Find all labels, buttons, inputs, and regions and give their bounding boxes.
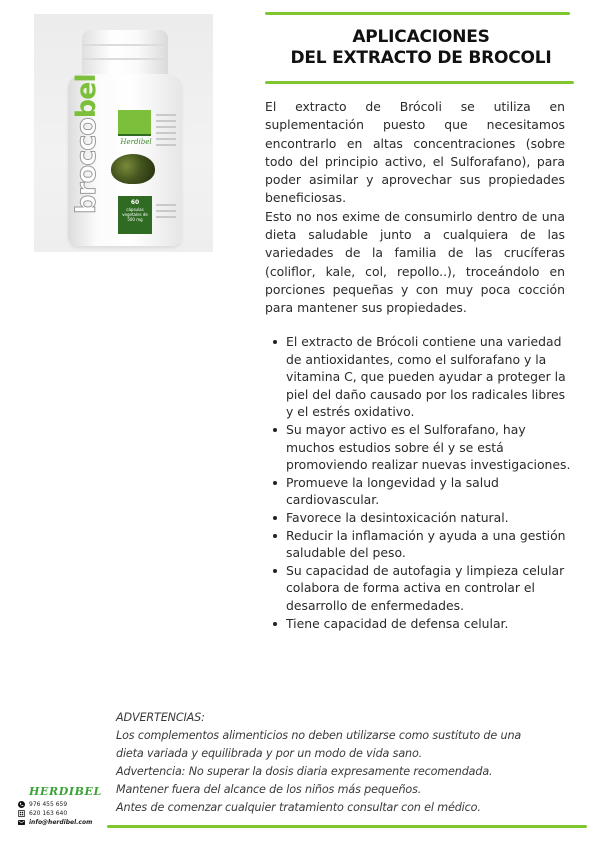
bottom-divider xyxy=(107,825,587,828)
footer-brand: HERDIBEL xyxy=(29,785,102,798)
product-photo xyxy=(34,14,213,252)
warnings-section xyxy=(116,709,596,817)
benefit-item: Favorece la desintoxicación natural. xyxy=(286,509,576,527)
phone-icon xyxy=(18,801,25,808)
warning-line: Advertencia: No superar la dosis diaria expresamente recomendada. xyxy=(116,765,493,778)
benefit-item: Reducir la inflamación y ayuda a una gestión saludable del peso. xyxy=(286,527,576,562)
intro-paragraph-2: Esto no nos exime de consumirlo dentro de una dieta saludable junto a cualquiera de las variedades de la familia de las crucíferas (coliflor, kale, col, repollo..), troceándolo en porciones pequeñas y con muy poca cocción para mantener sus propiedades. xyxy=(265,208,565,316)
warning-line: Mantener fuera del alcance de los niños más pequeños. xyxy=(116,783,422,796)
title-divider xyxy=(265,81,574,84)
label-logo: Herdibel xyxy=(120,138,152,146)
warning-line: dieta variada y equilibrada y por un modo de vida sano. xyxy=(116,747,423,760)
intro-text xyxy=(265,98,565,318)
contact-phone: 976 455 659 xyxy=(18,801,67,808)
intro-paragraph-1: El extracto de Brócoli se utiliza en suplementación puesto que necesitamos encontrarlo en altas concentraciones (sobre todo del principio activo, el Sulforafano), para poder asimilar y aprovechar sus propiedades beneficiosas. xyxy=(265,99,565,206)
warnings-heading: ADVERTENCIAS: xyxy=(116,711,205,724)
mobile-icon xyxy=(18,810,25,817)
supplement-bottle xyxy=(68,74,182,246)
warning-line: Antes de comenzar cualquier tratamiento consultar con el médico. xyxy=(116,801,481,814)
bottle-cap xyxy=(82,30,168,78)
top-divider xyxy=(265,12,570,15)
contact-mobile: 620 163 640 xyxy=(18,810,67,817)
broccoli-image xyxy=(111,154,155,184)
benefit-item: El extracto de Brócoli contiene una variedad de antioxidantes, como el sulforafano y la vitamina C, que pueden ayudar a proteger la piel del daño causado por los radicales libres y el estrés oxidativo. xyxy=(286,333,576,421)
page-title: APLICACIONES DEL EXTRACTO DE BROCOLI xyxy=(290,27,552,68)
capsule-info-box: 60 cápsulas vegetales de 500 mg xyxy=(118,196,152,234)
benefit-item: Promueve la longevidad y la salud cardiovascular. xyxy=(286,474,576,509)
benefits-list xyxy=(286,333,576,632)
benefit-item: Su capacidad de autofagia y limpieza celular colabora de forma activa en controlar el desarrollo de enfermedades. xyxy=(286,562,576,615)
contact-email: info@herdibel.com xyxy=(18,819,92,826)
benefit-item: Su mayor activo es el Sulforafano, hay muchos estudios sobre él y se está promoviendo realizar nuevas investigaciones. xyxy=(286,421,576,474)
benefit-item: Tiene capacidad de defensa celular. xyxy=(286,615,576,633)
product-brand-vertical: broccobel xyxy=(71,74,102,214)
label-green-square xyxy=(118,110,151,136)
warning-line: Los complementos alimenticios no deben utilizarse como sustituto de una xyxy=(116,729,522,742)
email-icon xyxy=(18,819,25,826)
